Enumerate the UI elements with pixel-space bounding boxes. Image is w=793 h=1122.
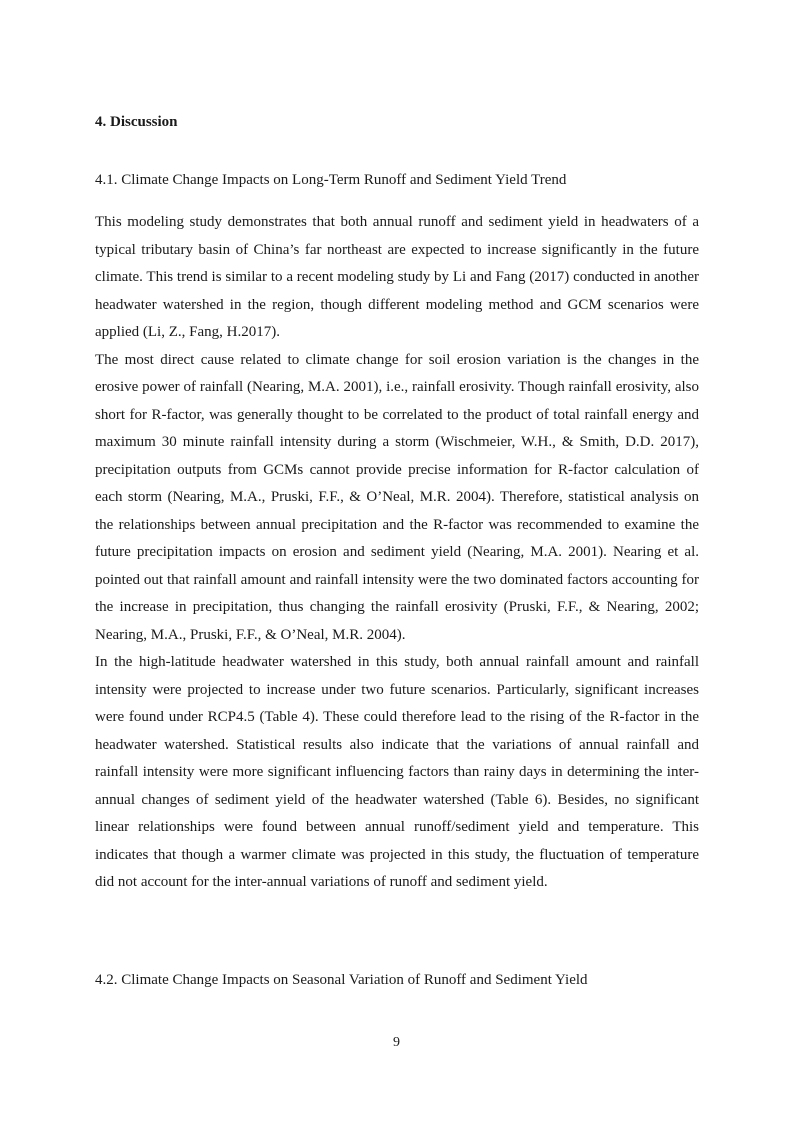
page-number: 9 (393, 1035, 400, 1050)
paragraph: In the high-latitude headwater watershed in this study, both annual rainfall amount and rainfall intensity were projected to increase under two future scenarios. Particularly, significant increases were found under RCP4.5 (Table 4). These could therefore lead to the rising of the R-factor in the headwater watershed. Statistical results also indicate that the variations of annual rainfall and rainfall intensity were more significant influencing factors than rainy days in determining the inter-annual changes of sediment yield of the headwater watershed (Table 6). Besides, no significant linear relationships were found between annual runoff/sediment yield and temperature. This indicates that though a warmer climate was projected in this study, the fluctuation of temperature did not account for the inter-annual variations of runoff and sediment yield. (95, 654, 699, 890)
subsection-heading-4-2: 4.2. Climate Change Impacts on Seasonal Variation of Runoff and Sediment Yield (95, 972, 588, 988)
section-heading: 4. Discussion (95, 114, 178, 130)
paragraph: This modeling study demonstrates that both annual runoff and sediment yield in headwaters of a typical tributary basin of China’s far northeast are expected to increase significantly in the future climate. This trend is similar to a recent modeling study by Li and Fang (2017) conducted in another headwater watershed in the region, though different modeling method and GCM scenarios were applied (Li, Z., Fang, H.2017). (95, 214, 699, 340)
subsection-heading-4-1: 4.1. Climate Change Impacts on Long-Term Runoff and Sediment Yield Trend (95, 172, 567, 188)
body-text (95, 209, 699, 897)
paragraph: The most direct cause related to climate change for soil erosion variation is the changes in the erosive power of rainfall (Nearing, M.A. 2001), i.e., rainfall erosivity. Though rainfall erosivity, also short for R-factor, was generally thought to be correlated to the product of total rainfall energy and maximum 30 minute rainfall intensity during a storm (Wischmeier, W.H., & Smith, D.D. 2017), precipitation outputs from GCMs cannot provide precise information for R-factor calculation of each storm (Nearing, M.A., Pruski, F.F., & O’Neal, M.R. 2004). Therefore, statistical analysis on the relationships between annual precipitation and the R-factor was recommended to examine the future precipitation impacts on erosion and sediment yield (Nearing, M.A. 2001). Nearing et al. pointed out that rainfall amount and rainfall intensity were the two dominated factors accounting for the increase in precipitation, thus changing the rainfall erosivity (Pruski, F.F., & Nearing, 2002; Nearing, M.A., Pruski, F.F., & O’Neal, M.R. 2004). (95, 351, 699, 643)
